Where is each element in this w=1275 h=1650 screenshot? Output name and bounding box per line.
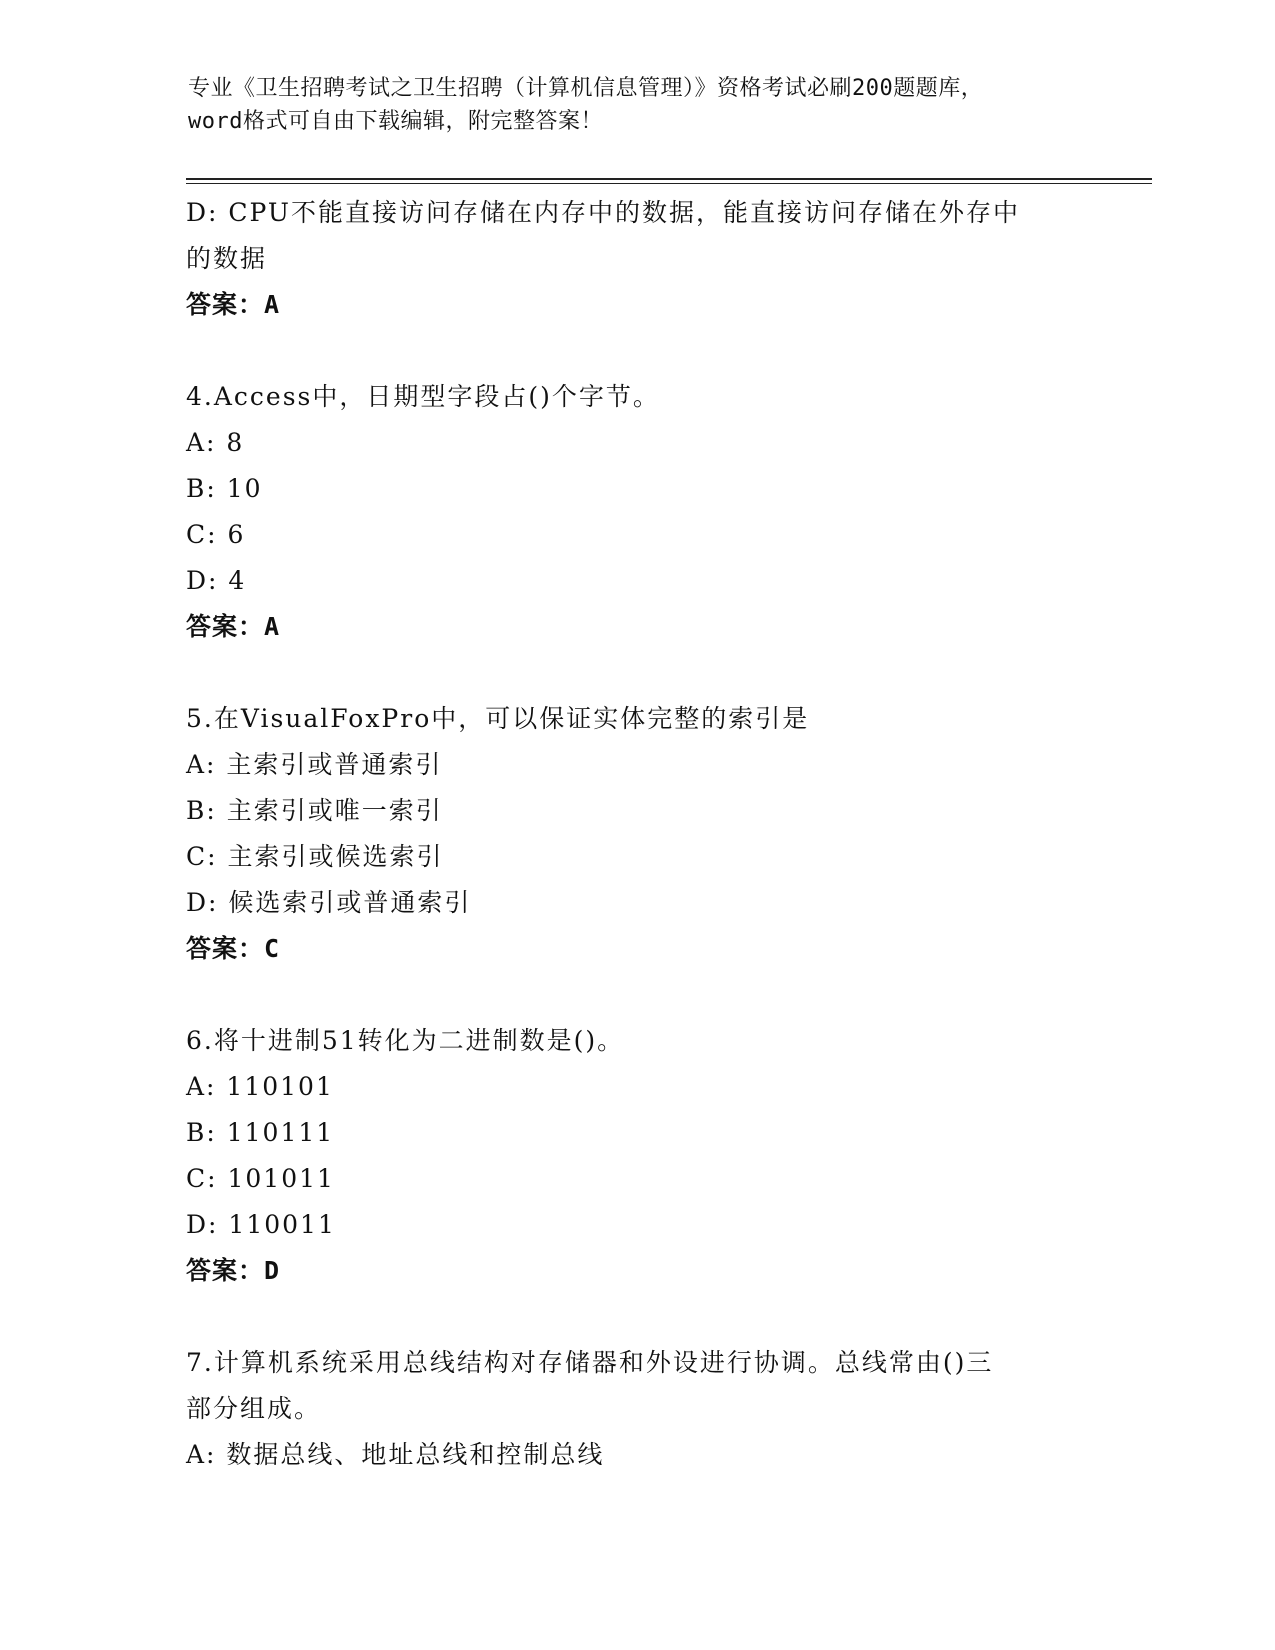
option-c: C: 101011 [186, 1164, 335, 1193]
header-line-2: word格式可自由下载编辑，附完整答案！ [188, 109, 603, 134]
question-stem: 5.在VisualFoxPro中，可以保证实体完整的索引是 [186, 704, 810, 733]
document-header [188, 72, 1088, 138]
header-divider-thin [186, 183, 1152, 184]
option-b: B: 10 [186, 474, 263, 503]
option-d-continued: 的数据 [186, 244, 268, 273]
option-a: A: 主索引或普通索引 [186, 750, 443, 779]
spacer [186, 972, 1086, 1018]
option-a: A: 8 [186, 428, 245, 457]
option-d: D: 4 [186, 566, 247, 595]
answer-line: 答案：A [186, 290, 281, 319]
option-b: B: 主索引或唯一索引 [186, 796, 443, 825]
answer-line: 答案：A [186, 612, 281, 641]
option-b: B: 110111 [186, 1118, 335, 1147]
option-c: C: 6 [186, 520, 246, 549]
option-d: D: 候选索引或普通索引 [186, 888, 472, 917]
option-a: A: 110101 [186, 1072, 334, 1101]
header-divider [186, 178, 1152, 180]
option-a: A: 数据总线、地址总线和控制总线 [186, 1440, 605, 1469]
question-stem: 6.将十进制51转化为二进制数是()。 [186, 1026, 625, 1055]
spacer [186, 1294, 1086, 1340]
answer-line: 答案：C [186, 934, 281, 963]
question-content [186, 190, 1086, 1478]
answer-line: 答案：D [186, 1256, 281, 1285]
question-stem-continued: 部分组成。 [186, 1394, 322, 1423]
option-d: D: CPU不能直接访问存储在内存中的数据，能直接访问存储在外存中 [186, 198, 1020, 227]
spacer [186, 650, 1086, 696]
question-stem: 4.Access中，日期型字段占()个字节。 [186, 382, 660, 411]
option-d: D: 110011 [186, 1210, 336, 1239]
spacer [186, 328, 1086, 374]
header-line-1: 专业《卫生招聘考试之卫生招聘（计算机信息管理）》资格考试必刷200题题库， [188, 76, 984, 101]
question-stem: 7.计算机系统采用总线结构对存储器和外设进行协调。总线常由()三 [186, 1348, 994, 1377]
option-c: C: 主索引或候选索引 [186, 842, 444, 871]
